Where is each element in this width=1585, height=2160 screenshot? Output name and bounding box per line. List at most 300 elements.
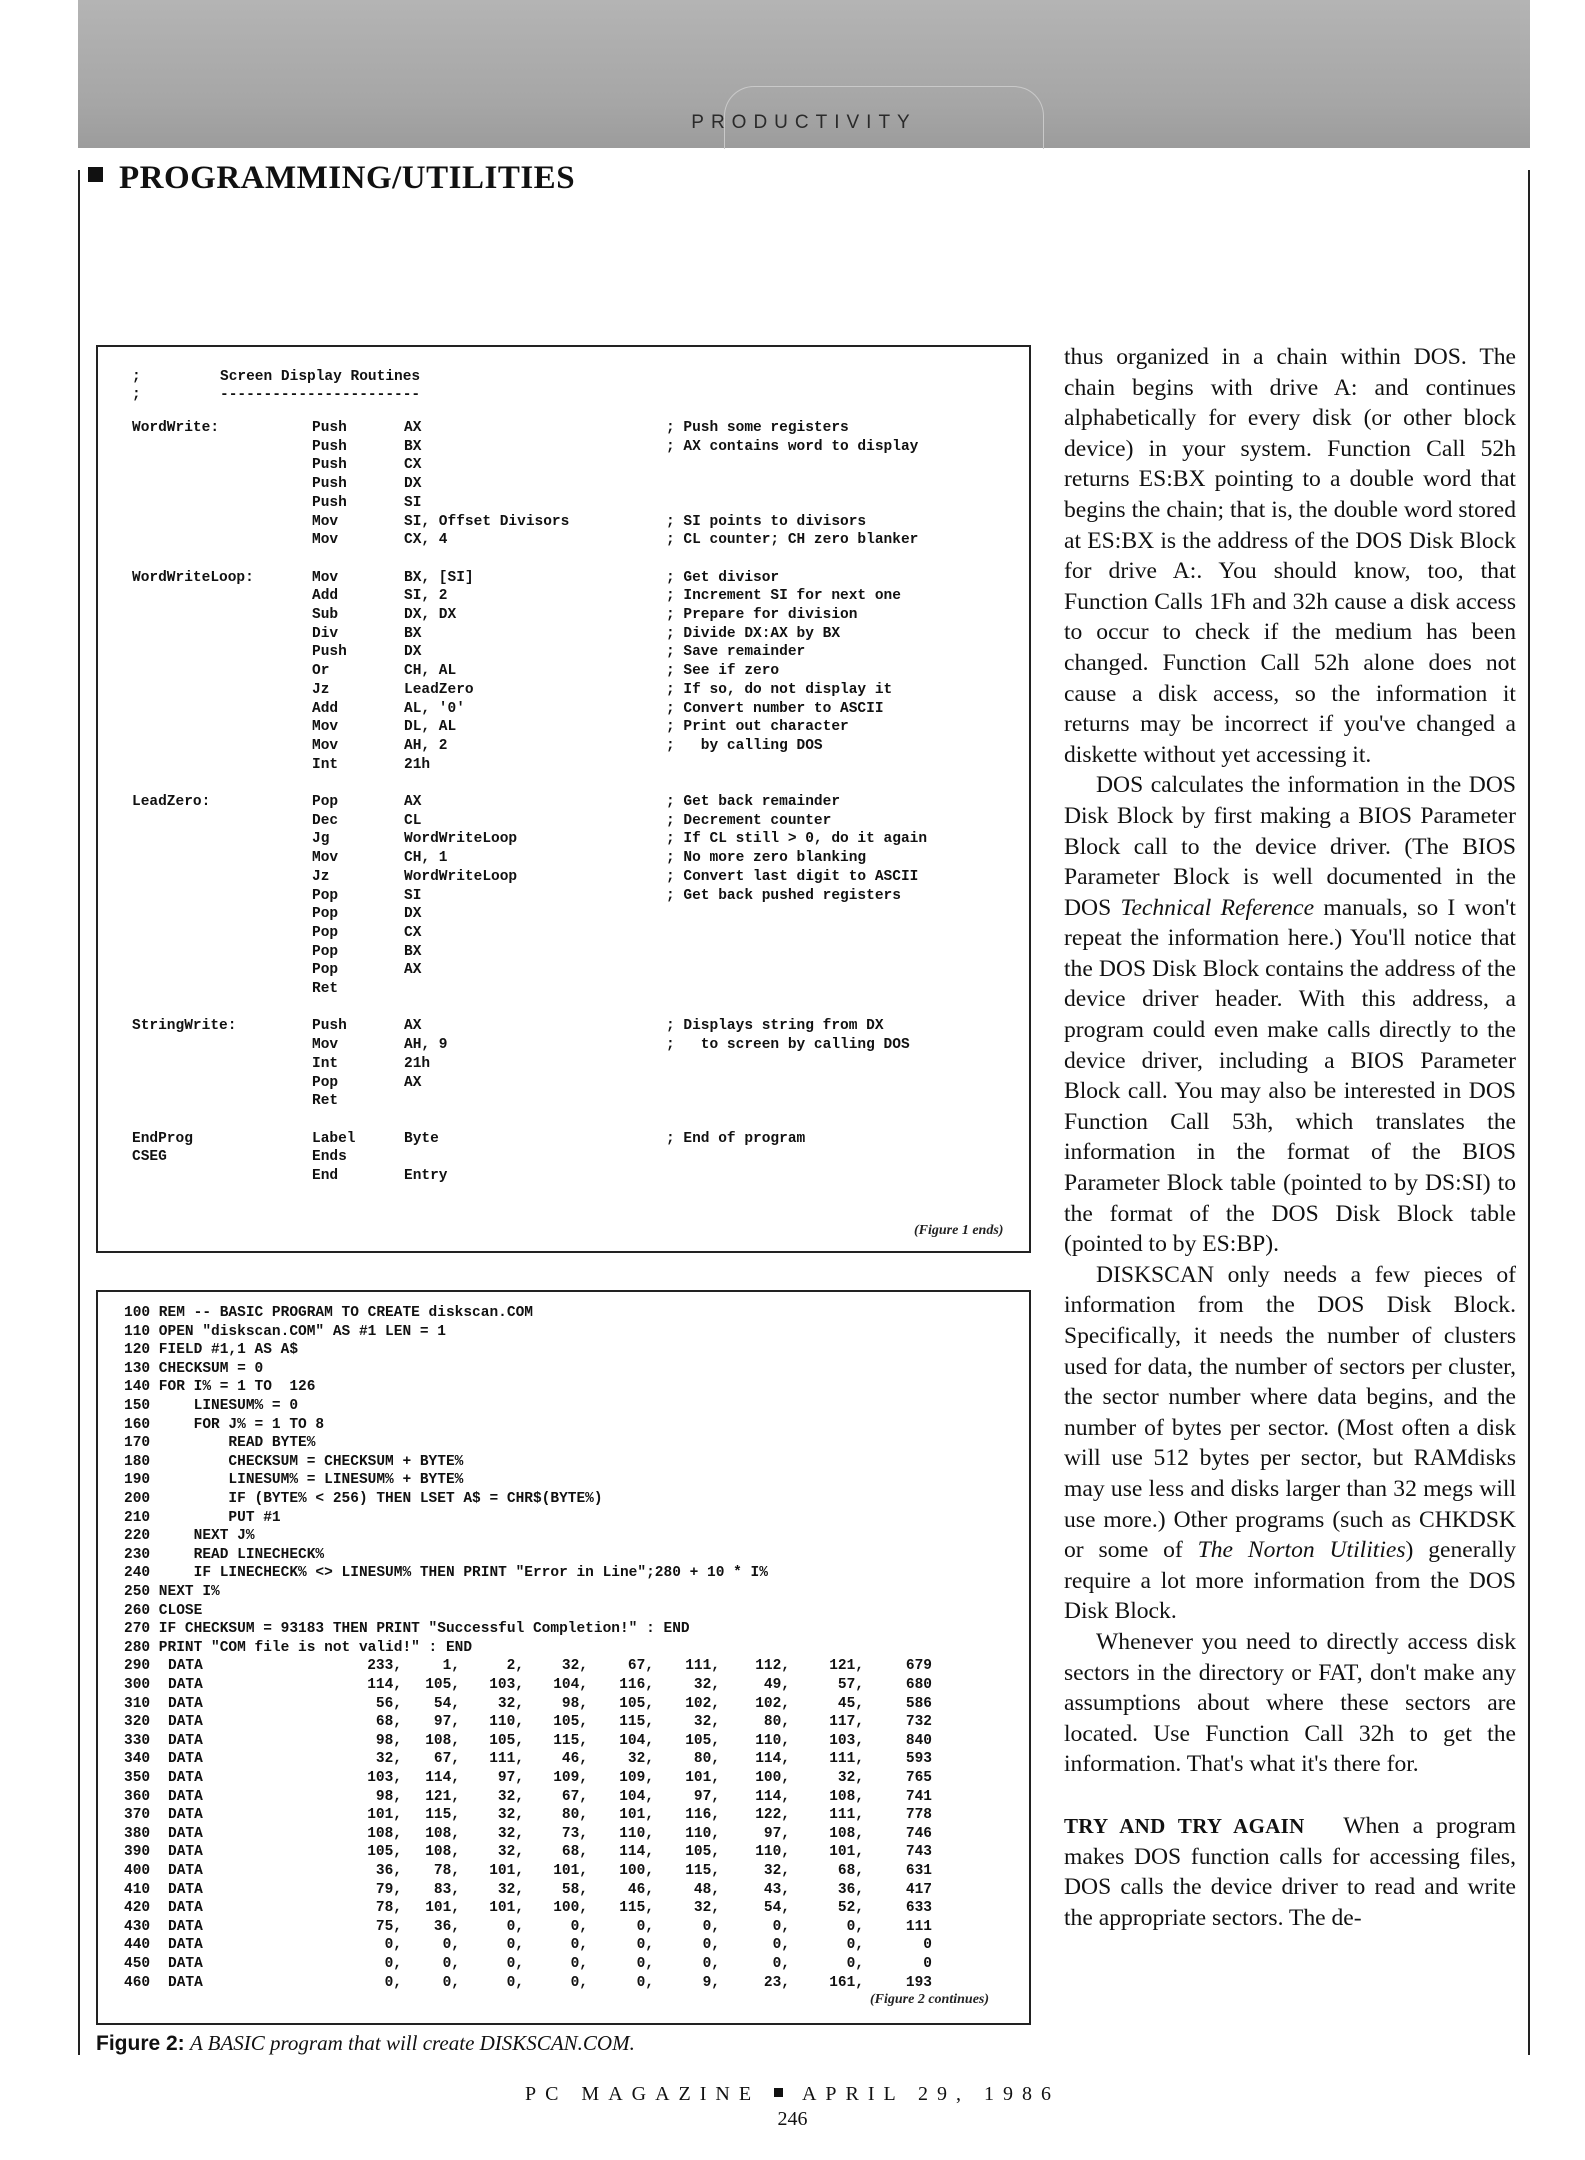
data-row <box>124 1955 1004 1974</box>
data-value: 0, <box>506 1956 524 1972</box>
page-number: 246 <box>777 2108 808 2130</box>
code-op: Div <box>312 625 339 642</box>
data-value: 680 <box>905 1677 932 1693</box>
footer-date: APRIL 29, 1986 <box>801 2083 1061 2105</box>
code-cmt: ; by calling DOS <box>666 737 823 754</box>
data-keyword: DATA <box>168 1900 203 1917</box>
code-arg: DX <box>404 476 422 493</box>
data-row <box>124 1788 1004 1807</box>
data-value: 67, <box>627 1658 654 1675</box>
code-op: Pop <box>312 943 339 960</box>
data-value: 75, <box>375 1918 402 1935</box>
code-cmt: ; to screen by calling DOS <box>666 1037 910 1054</box>
code-arg: WordWriteLoop <box>404 831 518 848</box>
data-value: 104, <box>619 1732 654 1749</box>
code-op: Mov <box>312 719 339 736</box>
code-arg: BX, [SI] <box>404 569 474 586</box>
basic-line: 160 FOR J% = 1 TO 8 <box>124 1416 325 1433</box>
body-paragraph-3 <box>1064 1260 1516 1627</box>
basic-line: 240 IF LINECHECK% <> LINESUM% THEN PRINT "Error in Line";280 + 10 * I% <box>124 1565 768 1582</box>
data-value: 679 <box>905 1658 932 1675</box>
figure1-code-box <box>96 345 1031 1253</box>
data-value: 0, <box>570 1937 588 1954</box>
data-keyword: DATA <box>168 1844 203 1861</box>
code-op: Jg <box>312 831 330 848</box>
code-op: Label <box>312 1130 356 1147</box>
data-value: 68, <box>375 1714 402 1731</box>
basic-line: 190 LINESUM% = LINESUM% + BYTE% <box>124 1472 464 1489</box>
caption-label: Figure 2: <box>96 2032 185 2055</box>
data-value: 98, <box>561 1695 588 1712</box>
data-value: 0, <box>570 1974 588 1991</box>
data-value: 108, <box>425 1844 460 1861</box>
data-value: 193 <box>905 1974 932 1991</box>
data-value: 0, <box>384 1956 402 1972</box>
code-cmt: ; Get divisor <box>666 569 780 586</box>
basic-line: 140 FOR I% = 1 TO 126 <box>124 1379 316 1396</box>
data-value: 80, <box>693 1751 720 1768</box>
data-value: 57, <box>837 1677 864 1693</box>
data-value: 108, <box>829 1825 864 1842</box>
data-value: 114, <box>367 1677 402 1693</box>
line-number: 400 <box>124 1863 151 1879</box>
data-value: 0, <box>384 1937 402 1954</box>
data-value: 9, <box>702 1974 720 1991</box>
figure2-continue-note: (Figure 2 continues) <box>870 1992 990 2007</box>
data-keyword: DATA <box>168 1937 203 1954</box>
data-value: 108, <box>367 1825 402 1842</box>
body-p5-text: When a program makes DOS function calls for accessing files, DOS calls the device driver to read and write the appropriate sectors. The de- <box>1064 1812 1516 1931</box>
data-value: 0, <box>772 1956 790 1972</box>
data-row <box>124 1806 1004 1825</box>
data-value: 103, <box>489 1677 524 1693</box>
code-arg: AH, 2 <box>404 737 448 754</box>
data-value: 0, <box>772 1937 790 1954</box>
data-row <box>124 1769 1004 1788</box>
code-arg: CX <box>404 457 422 474</box>
data-value: 54, <box>433 1695 460 1712</box>
data-value: 161, <box>829 1974 864 1991</box>
data-value: 109, <box>619 1770 654 1786</box>
data-row <box>124 1676 1004 1695</box>
data-value: 109, <box>553 1770 588 1786</box>
data-value: 101, <box>553 1863 588 1879</box>
line-number: 380 <box>124 1825 151 1842</box>
figure1-title-line <box>132 369 421 385</box>
data-value: 78, <box>433 1863 460 1879</box>
data-value: 98, <box>375 1788 402 1805</box>
data-value: 32, <box>497 1881 524 1898</box>
line-number: 450 <box>124 1956 151 1972</box>
code-op: Ret <box>312 1093 339 1110</box>
body-paragraph-2 <box>1064 770 1516 1260</box>
data-value: 122, <box>755 1807 790 1824</box>
code-arg: BX <box>404 438 422 455</box>
figure2-caption <box>96 2031 635 2056</box>
data-row <box>124 1695 1004 1714</box>
data-value: 101, <box>685 1770 720 1786</box>
basic-line: 170 READ BYTE% <box>124 1435 316 1452</box>
basic-line: 260 CLOSE <box>124 1602 203 1619</box>
data-value: 840 <box>905 1732 932 1749</box>
data-value: 105, <box>619 1695 654 1712</box>
code-op: Jz <box>312 868 330 885</box>
data-value: 102, <box>755 1695 790 1712</box>
data-value: 0, <box>772 1918 790 1935</box>
basic-line: 270 IF CHECKSUM = 93183 THEN PRINT "Successful Completion!" : END <box>124 1621 690 1638</box>
line-number: 350 <box>124 1770 151 1786</box>
data-keyword: DATA <box>168 1770 203 1786</box>
data-value: 97, <box>693 1788 720 1805</box>
data-value: 115, <box>553 1732 588 1749</box>
data-value: 100, <box>619 1863 654 1879</box>
data-value: 100, <box>553 1900 588 1917</box>
data-value: 0 <box>923 1956 932 1972</box>
code-op: Pop <box>312 1074 339 1091</box>
caption-text: A BASIC program that will create DISKSCAN.COM. <box>189 2031 635 2055</box>
data-value: 68, <box>561 1844 588 1861</box>
code-op: Int <box>312 756 339 773</box>
data-value: 101, <box>367 1807 402 1824</box>
data-value: 0, <box>846 1918 864 1935</box>
body-p3-part-a: DISKSCAN only needs a few pieces of information from the DOS Disk Block. Specifically, it needs the number of clusters used for data, the number of sectors per cluster, the sector number where data begins, and the number of bytes per sector. (Most often a disk will use 512 bytes per sector, but RAMdisks may use less and disks larger than 32 megs will use more.) Other programs (such as CHKDSK or some of <box>1064 1261 1516 1564</box>
data-value: 46, <box>627 1881 654 1898</box>
data-value: 46, <box>561 1751 588 1768</box>
data-value: 112, <box>755 1658 790 1675</box>
basic-line: 180 CHECKSUM = CHECKSUM + BYTE% <box>124 1453 464 1470</box>
data-value: 104, <box>553 1677 588 1693</box>
code-cmt: ; If CL still > 0, do it again <box>666 831 928 848</box>
code-label: WordWrite: <box>132 420 220 436</box>
line-number: 370 <box>124 1807 151 1824</box>
data-value: 0, <box>702 1918 720 1935</box>
code-arg: SI, Offset Divisors <box>404 513 570 530</box>
figure1-title-underline: ----------------------- <box>220 387 421 403</box>
basic-line: 220 NEXT J% <box>124 1528 255 1545</box>
code-op: Pop <box>312 906 339 923</box>
code-cmt: ; If so, do not display it <box>666 681 893 698</box>
data-keyword: DATA <box>168 1714 203 1731</box>
data-value: 105, <box>489 1732 524 1749</box>
data-value: 0, <box>702 1956 720 1972</box>
data-value: 105, <box>553 1714 588 1731</box>
page-footer <box>0 2083 1585 2106</box>
data-value: 0, <box>570 1918 588 1935</box>
data-value: 108, <box>829 1788 864 1805</box>
data-value: 0, <box>442 1974 460 1991</box>
data-value: 32, <box>497 1695 524 1712</box>
data-value: 32, <box>693 1714 720 1731</box>
data-value: 0, <box>506 1918 524 1935</box>
code-op: Push <box>312 420 347 436</box>
data-keyword: DATA <box>168 1677 203 1693</box>
code-arg: SI <box>404 887 422 904</box>
code-op: Int <box>312 1055 339 1072</box>
code-op: Pop <box>312 794 339 810</box>
data-value: 1, <box>442 1658 460 1675</box>
data-value: 97, <box>763 1825 790 1842</box>
line-number: 390 <box>124 1844 151 1861</box>
data-value: 110, <box>685 1825 720 1842</box>
line-number: 300 <box>124 1677 151 1693</box>
code-op: Pop <box>312 887 339 904</box>
comment-marker: ; <box>132 387 141 403</box>
data-value: 78, <box>375 1900 402 1917</box>
code-op: Ends <box>312 1149 347 1166</box>
basic-line: 130 CHECKSUM = 0 <box>124 1360 264 1377</box>
data-value: 111, <box>685 1658 720 1675</box>
code-arg: DL, AL <box>404 719 457 736</box>
data-value: 0, <box>384 1974 402 1991</box>
code-op: Add <box>312 588 339 605</box>
code-arg: WordWriteLoop <box>404 868 518 885</box>
basic-line: 250 NEXT I% <box>124 1584 220 1600</box>
data-value: 110, <box>489 1714 524 1731</box>
basic-line: 210 PUT #1 <box>124 1509 281 1526</box>
data-row <box>124 1750 1004 1769</box>
data-value: 631 <box>905 1863 932 1879</box>
code-cmt: ; Decrement counter <box>666 812 832 829</box>
data-value: 58, <box>561 1881 588 1898</box>
code-arg: DX, DX <box>404 607 457 623</box>
header-category: PRODUCTIVITY <box>691 112 917 133</box>
line-number: 430 <box>124 1918 151 1935</box>
data-value: 52, <box>837 1900 864 1917</box>
data-keyword: DATA <box>168 1695 203 1712</box>
code-cmt: ; CL counter; CH zero blanker <box>666 532 919 549</box>
code-cmt: ; Displays string from DX <box>666 1018 884 1035</box>
data-value: 778 <box>905 1807 932 1824</box>
line-number: 360 <box>124 1788 151 1805</box>
comment-marker: ; <box>132 369 141 385</box>
line-number: 330 <box>124 1732 151 1749</box>
article-body-column <box>1064 342 1516 1933</box>
data-value: 0, <box>846 1956 864 1972</box>
data-value: 73, <box>561 1825 588 1842</box>
data-value: 746 <box>905 1825 932 1842</box>
data-value: 743 <box>905 1844 932 1861</box>
code-arg: AX <box>404 1018 422 1035</box>
data-row <box>124 1899 1004 1918</box>
data-value: 0, <box>702 1937 720 1954</box>
data-value: 101, <box>425 1900 460 1917</box>
code-cmt: ; SI points to divisors <box>666 513 867 530</box>
data-value: 103, <box>367 1770 402 1786</box>
data-row <box>124 1936 1004 1955</box>
data-value: 110, <box>755 1844 790 1861</box>
data-value: 97, <box>497 1770 524 1786</box>
code-arg: 21h <box>404 756 431 773</box>
data-value: 111 <box>905 1918 932 1935</box>
code-label: EndProg <box>132 1130 193 1147</box>
code-cmt: ; Print out character <box>666 719 849 736</box>
data-row <box>124 1825 1004 1844</box>
data-value: 114, <box>425 1770 460 1786</box>
code-op: Jz <box>312 681 330 698</box>
data-value: 45, <box>837 1695 864 1712</box>
code-cmt: ; No more zero blanking <box>666 850 867 867</box>
data-row <box>124 1862 1004 1881</box>
right-column-rule <box>1528 170 1530 2055</box>
data-value: 0, <box>636 1974 654 1991</box>
data-value: 100, <box>755 1770 790 1786</box>
code-op: Dec <box>312 812 339 829</box>
code-arg: SI <box>404 494 422 511</box>
data-value: 633 <box>905 1900 932 1917</box>
code-op: End <box>312 1168 339 1184</box>
code-label: CSEG <box>132 1149 167 1166</box>
line-number: 440 <box>124 1937 151 1954</box>
body-p3-italic: The Norton Utilities <box>1197 1537 1406 1564</box>
body-paragraph-5 <box>1064 1811 1516 1933</box>
code-arg: 21h <box>404 1055 431 1072</box>
basic-line: 230 READ LINECHECK% <box>124 1546 325 1563</box>
data-value: 23, <box>763 1974 790 1991</box>
code-arg: DX <box>404 906 422 923</box>
data-value: 80, <box>561 1807 588 1824</box>
data-value: 115, <box>619 1714 654 1731</box>
code-op: Mov <box>312 850 339 867</box>
code-arg: BX <box>404 943 422 960</box>
data-value: 111, <box>489 1751 524 1768</box>
left-column-rule <box>78 170 80 2055</box>
data-keyword: DATA <box>168 1863 203 1879</box>
data-value: 2, <box>506 1658 524 1675</box>
section-title: PROGRAMMING/UTILITIES <box>119 160 576 196</box>
line-number: 410 <box>124 1881 151 1898</box>
code-op: Push <box>312 494 347 511</box>
data-value: 32, <box>497 1807 524 1824</box>
code-label: LeadZero: <box>132 794 211 810</box>
code-op: Mov <box>312 532 339 549</box>
data-value: 36, <box>837 1881 864 1898</box>
code-arg: AX <box>404 420 422 436</box>
data-value: 105, <box>425 1677 460 1693</box>
data-value: 110, <box>619 1825 654 1842</box>
data-keyword: DATA <box>168 1807 203 1824</box>
data-value: 68, <box>837 1863 864 1879</box>
footer-magazine: PC MAGAZINE <box>524 2083 761 2105</box>
body-subhead: TRY AND TRY AGAIN <box>1064 1813 1305 1838</box>
code-cmt: ; Increment SI for next one <box>666 588 901 605</box>
data-value: 32, <box>627 1751 654 1768</box>
code-arg: AH, 9 <box>404 1037 448 1054</box>
code-label: WordWriteLoop: <box>132 569 254 586</box>
data-value: 121, <box>425 1788 460 1805</box>
data-value: 732 <box>905 1714 932 1731</box>
data-row <box>124 1713 1004 1732</box>
code-op: Mov <box>312 513 339 530</box>
data-value: 116, <box>685 1807 720 1824</box>
body-p2-italic: Technical Reference <box>1120 894 1315 921</box>
code-op: Ret <box>312 981 339 997</box>
data-value: 111, <box>829 1807 864 1824</box>
figure1-end-note: (Figure 1 ends) <box>914 1223 1004 1238</box>
data-value: 79, <box>375 1881 402 1898</box>
data-value: 97, <box>433 1714 460 1731</box>
code-cmt: ; Prepare for division <box>666 607 858 623</box>
data-value: 117, <box>829 1714 864 1731</box>
code-cmt: ; Get back remainder <box>666 794 841 810</box>
code-op: Push <box>312 457 347 474</box>
data-value: 36, <box>375 1863 402 1879</box>
code-op: Pop <box>312 924 339 941</box>
data-value: 741 <box>905 1788 932 1805</box>
data-value: 105, <box>685 1844 720 1861</box>
body-p3-part-b: ) generally require a lot more information from the DOS Disk Block. <box>1064 1537 1517 1625</box>
code-arg: CX <box>404 924 422 941</box>
code-label: StringWrite: <box>132 1018 237 1035</box>
code-op: Pop <box>312 962 339 979</box>
basic-line: 200 IF (BYTE% < 256) THEN LSET A$ = CHR$(BYTE%) <box>124 1491 603 1507</box>
data-value: 0, <box>570 1956 588 1972</box>
code-op: Push <box>312 438 347 455</box>
data-row <box>124 1918 1004 1937</box>
data-value: 32, <box>763 1863 790 1879</box>
data-value: 108, <box>425 1732 460 1749</box>
data-value: 67, <box>561 1788 588 1805</box>
data-value: 32, <box>375 1751 402 1768</box>
data-value: 0, <box>442 1956 460 1972</box>
data-value: 0 <box>923 1937 932 1954</box>
data-value: 67, <box>433 1751 460 1768</box>
data-keyword: DATA <box>168 1956 203 1972</box>
data-value: 121, <box>829 1658 864 1675</box>
data-value: 32, <box>497 1844 524 1861</box>
code-arg: SI, 2 <box>404 588 448 605</box>
data-row <box>124 1732 1004 1751</box>
code-arg: AX <box>404 794 422 810</box>
data-keyword: DATA <box>168 1881 203 1898</box>
code-arg: CH, AL <box>404 663 457 680</box>
line-number: 310 <box>124 1695 151 1712</box>
code-cmt: ; Push some registers <box>666 420 849 436</box>
data-value: 105, <box>367 1844 402 1861</box>
code-op: Push <box>312 1018 347 1035</box>
data-row <box>124 1843 1004 1862</box>
body-paragraph-4: Whenever you need to directly access disk sectors in the directory or FAT, don't make any assumptions about where these sectors are located. Use Function Call 32h to get the information. That's what it's there for. <box>1064 1628 1516 1778</box>
line-number: 320 <box>124 1714 151 1731</box>
data-value: 417 <box>905 1881 932 1898</box>
basic-line: 280 PRINT "COM file is not valid!" : END <box>124 1639 473 1656</box>
data-value: 32, <box>693 1677 720 1693</box>
basic-line: 100 REM -- BASIC PROGRAM TO CREATE diskscan.COM <box>124 1305 533 1321</box>
line-number: 460 <box>124 1974 151 1991</box>
code-op: Mov <box>312 569 339 586</box>
figure1-title: Screen Display Routines <box>220 369 421 385</box>
code-cmt: ; AX contains word to display <box>666 438 919 455</box>
code-cmt: ; Save remainder <box>666 644 806 661</box>
square-bullet-icon <box>88 167 103 182</box>
data-value: 101, <box>489 1900 524 1917</box>
code-arg: AL, '0' <box>404 700 465 717</box>
code-arg: CH, 1 <box>404 850 448 867</box>
data-keyword: DATA <box>168 1732 203 1749</box>
data-value: 115, <box>425 1807 460 1824</box>
code-cmt: ; Convert number to ASCII <box>666 700 884 717</box>
data-value: 593 <box>905 1751 932 1768</box>
code-arg: LeadZero <box>404 681 474 698</box>
data-row <box>124 1657 1004 1676</box>
data-value: 0, <box>846 1937 864 1954</box>
basic-line: 120 FIELD #1,1 AS A$ <box>124 1342 299 1359</box>
data-value: 49, <box>763 1677 790 1693</box>
data-value: 111, <box>829 1751 864 1768</box>
code-op: Push <box>312 476 347 493</box>
data-value: 0, <box>636 1918 654 1935</box>
code-op: Or <box>312 663 330 680</box>
data-keyword: DATA <box>168 1918 203 1935</box>
